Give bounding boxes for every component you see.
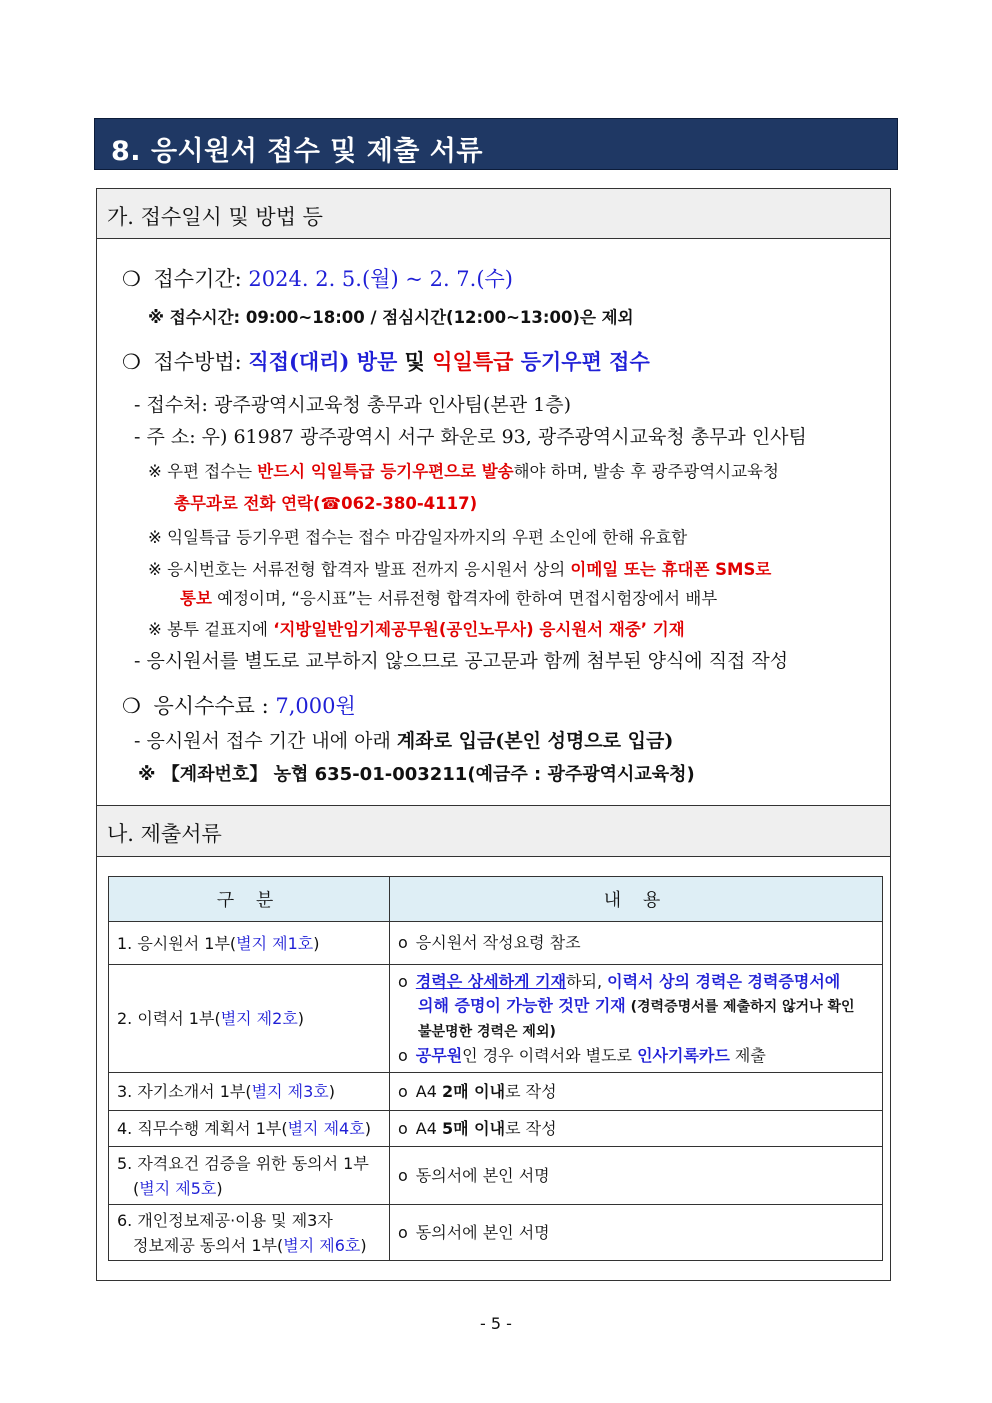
fee-line xyxy=(122,690,356,720)
form-note: - 응시원서를 별도로 교부하지 않으므로 공고문과 함께 첨부된 양식에 직접 작성 xyxy=(134,650,789,672)
period-value: 2024. 2. 5.(월) ~ 2. 7.(수) xyxy=(248,267,514,291)
note-mail-b: 반드시 익일특급 등기우편으로 발송 xyxy=(257,462,514,481)
fee-label: 응시수수료 : xyxy=(153,694,276,718)
address-line: - 주 소: 우) 61987 광주광역시 서구 화운로 93, 광주광역시교육청 총무과 인사팀 xyxy=(134,426,807,448)
note-mail-a: ※ 우편 접수는 xyxy=(148,462,258,481)
bullet-icon: ❍ xyxy=(122,350,141,374)
note-number-b: 이메일 또는 휴대폰 SMS로 xyxy=(570,560,772,579)
table-row xyxy=(109,1205,883,1261)
section-title-bar xyxy=(94,118,898,170)
fee-value: 7,000원 xyxy=(275,694,356,718)
method-express: 익일특급 xyxy=(432,349,514,374)
place-line: - 접수처: 광주광역시교육청 총무과 인사팀(본관 1층) xyxy=(134,394,572,416)
note-number-d: 예정이며, “응시표”는 서류전형 합격자에 한하여 면접시험장에서 배부 xyxy=(211,589,718,608)
table-row xyxy=(109,1147,883,1205)
row2-item: 2. 이력서 1부(별지 제2호) xyxy=(109,965,390,1073)
row5-item: 5. 자격요건 검증을 위한 동의서 1부 (별지 제5호) xyxy=(109,1147,390,1205)
note-envelope xyxy=(148,616,685,640)
note-mail xyxy=(148,458,779,482)
table-row xyxy=(109,922,883,965)
note-mail-phone: 총무과로 전화 연락(☎062-380-4117) xyxy=(174,494,478,513)
table-row xyxy=(109,965,883,1073)
note-number-a: ※ 응시번호는 서류전형 합격자 발표 전까지 응시원서 상의 xyxy=(148,560,571,579)
note-envelope-a: ※ 봉투 겉표지에 xyxy=(148,620,274,639)
documents-table xyxy=(108,876,883,1261)
table-header-row xyxy=(109,877,883,922)
bullet-icon: ❍ xyxy=(122,267,141,291)
section-title: 8. 응시원서 접수 및 제출 서류 xyxy=(111,136,483,167)
subsection-ga-header xyxy=(97,189,890,239)
method-visit: 직접(대리) 방문 xyxy=(248,349,398,374)
fee-note-b: 계좌로 입금(본인 성명으로 입금) xyxy=(396,730,674,752)
subsection-na-title: 나. 제출서류 xyxy=(107,822,222,846)
row6-item: 6. 개인정보제공·이용 및 제3자 정보제공 동의서 1부(별지 제6호) xyxy=(109,1205,390,1261)
col-category: 구 분 xyxy=(109,877,390,922)
table-row xyxy=(109,1073,883,1111)
row1-content: o 응시원서 작성요령 참조 xyxy=(390,922,883,965)
row6-content: o 동의서에 본인 서명 xyxy=(390,1205,883,1261)
fee-note xyxy=(134,726,673,753)
row3-content: o A4 2매 이내로 작성 xyxy=(390,1073,883,1111)
note-number-2 xyxy=(180,585,717,609)
col-content: 내 용 xyxy=(390,877,883,922)
note-number-c: 통보 xyxy=(180,589,212,608)
table-row xyxy=(109,1111,883,1147)
note-mail-c: 해야 하며, 발송 후 광주광역시교육청 xyxy=(513,462,779,481)
method-label: 접수방법: xyxy=(153,350,249,374)
fee-note-a: - 응시원서 접수 기간 내에 아래 xyxy=(134,730,397,752)
subsection-ga-title: 가. 접수일시 및 방법 등 xyxy=(107,205,323,229)
row4-item: 4. 직무수행 계획서 1부(별지 제4호) xyxy=(109,1111,390,1147)
row3-item: 3. 자기소개서 1부(별지 제3호) xyxy=(109,1073,390,1111)
period-note: ※ 접수시간: 09:00~18:00 / 점심시간(12:00~13:00)은 제외 xyxy=(148,308,634,327)
method-mail: 등기우편 접수 xyxy=(513,349,650,374)
subsection-na-header xyxy=(97,805,890,857)
note-valid: ※ 익일특급 등기우편 접수는 접수 마감일자까지의 우편 소인에 한해 유효함 xyxy=(148,528,688,547)
note-number xyxy=(148,556,771,580)
row5-content: o 동의서에 본인 서명 xyxy=(390,1147,883,1205)
row4-content: o A4 5매 이내로 작성 xyxy=(390,1111,883,1147)
period-line xyxy=(122,263,513,293)
account-line: ※ 【계좌번호】 농협 635-01-003211(예금주 : 광주광역시교육청) xyxy=(138,764,695,785)
method-line xyxy=(122,346,650,376)
row2-content: o 경력은 상세하게 기재하되, 이력서 상의 경력은 경력증명서에 의해 증명이 가능한 것만 기재 (경력증명서를 제출하지 않거나 확인 불분명한 경력은 제외) o 공무원인 경우 이력서와 별도로 인사기록카드 제출 xyxy=(390,965,883,1073)
note-envelope-b: ‘지방일반임기제공무원(공인노무사) 응시원서 재중’ 기재 xyxy=(273,620,685,639)
row1-item: 1. 응시원서 1부(별지 제1호) xyxy=(109,922,390,965)
period-label: 접수기간: xyxy=(153,267,249,291)
bullet-icon: ❍ xyxy=(122,694,141,718)
page-number: - 5 - xyxy=(480,1314,512,1333)
method-and: 및 xyxy=(397,349,433,374)
